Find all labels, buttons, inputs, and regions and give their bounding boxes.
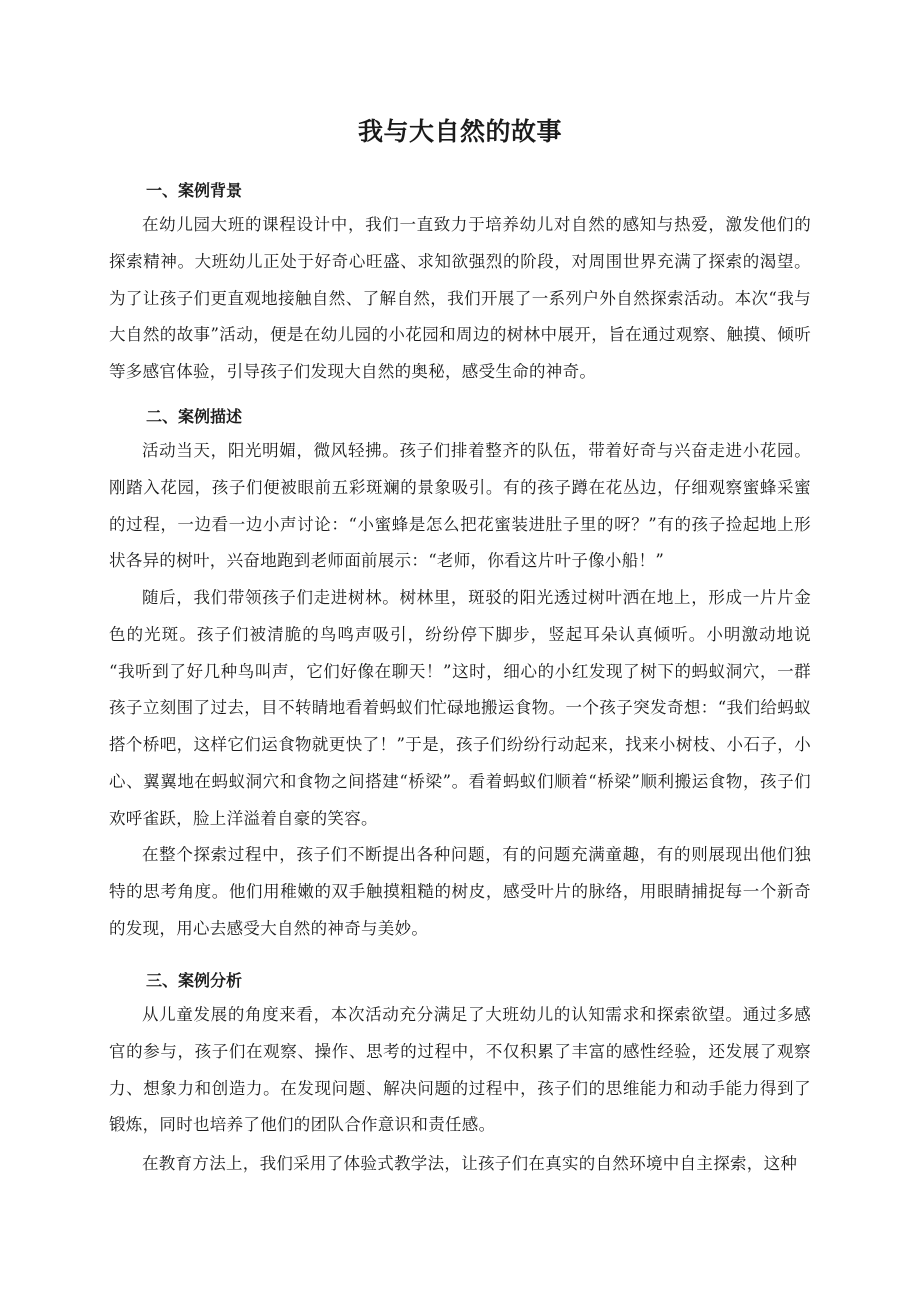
section-heading-description: 二、案例描述 xyxy=(146,407,243,426)
paragraph-analysis-2: 在教育方法上，我们采用了体验式教学法，让孩子们在真实的自然环境中自主探索，这种 xyxy=(142,1154,798,1173)
paragraph-description-3: 在整个探索过程中，孩子们不断提出各种问题，有的问题充满童趣，有的则展现出他们独特的思考角度。他们用稚嫩的双手触摸粗糙的树皮，感受叶片的脉络，用眼睛捕捉每一个新奇的发现，用心去感受大自然的神奇与美妙。 xyxy=(109,845,811,938)
paragraph-description-2: 随后，我们带领孩子们走进树林。树林里，斑驳的阳光透过树叶洒在地上，形成一片片金色的光斑。孩子们被清脆的鸟鸣声吸引，纷纷停下脚步，竖起耳朵认真倾听。小明激动地说 “我听到了好几种鸟叫声，它们好像在聊天！”这时，细心的小红发现了树下的蚂蚁洞穴，一群孩子立刻围了过去，目不转睛地看着蚂蚁们忙碌地搬运食物。一个孩子突发奇想：“我们给蚂蚁搭个桥吧，这样它们运食物就更快了！”于是，孩子们纷纷行动起来，找来小树枝、小石子，小心、翼翼地在蚂蚁洞穴和食物之间搭建“桥梁”。看着蚂蚁们顺着“桥梁”顺利搬运食物，孩子们欢呼雀跃，脸上洋溢着自豪的笑容。 xyxy=(109,588,811,828)
paragraph-background: 在幼儿园大班的课程设计中，我们一直致力于培养幼儿对自然的感知与热爱，激发他们的探索精神。大班幼儿正处于好奇心旺盛、求知欲强烈的阶段，对周围世界充满了探索的渴望。为了让孩子们更直观地接触自然、了解自然，我们开展了一系列户外自然探索活动。本次“我与大自然的故事”活动，便是在幼儿园的小花园和周边的树林中展开，旨在通过观察、触摸、倾听等多感官体验，引导孩子们发现大自然的奥秘，感受生命的神奇。 xyxy=(109,215,811,382)
section-heading-analysis: 三、案例分析 xyxy=(146,971,243,990)
paragraph-analysis-1: 从儿童发展的角度来看，本次活动充分满足了大班幼儿的认知需求和探索欲望。通过多感官的参与，孩子们在观察、操作、思考的过程中，不仅积累了丰富的感性经验，还发展了观察力、想象力和创造力。在发现问题、解决问题的过程中，孩子们的思维能力和动手能力得到了锻炼，同时也培养了他们的团队合作意识和责任感。 xyxy=(109,1005,811,1135)
page-title: 我与大自然的故事 xyxy=(357,117,562,146)
paragraph-description-1: 活动当天，阳光明媚，微风轻拂。孩子们排着整齐的队伍，带着好奇与兴奋走进小花园。刚踏入花园，孩子们便被眼前五彩斑斓的景象吸引。有的孩子蹲在花丛边，仔细观察蜜蜂采蜜的过程，一边看一边小声讨论：“小蜜蜂是怎么把花蜜装进肚子里的呀？”有的孩子捡起地上形状各异的树叶，兴奋地跑到老师面前展示：“老师，你看这片叶子像小船！” xyxy=(109,441,811,571)
section-heading-background: 一、案例背景 xyxy=(146,181,243,200)
